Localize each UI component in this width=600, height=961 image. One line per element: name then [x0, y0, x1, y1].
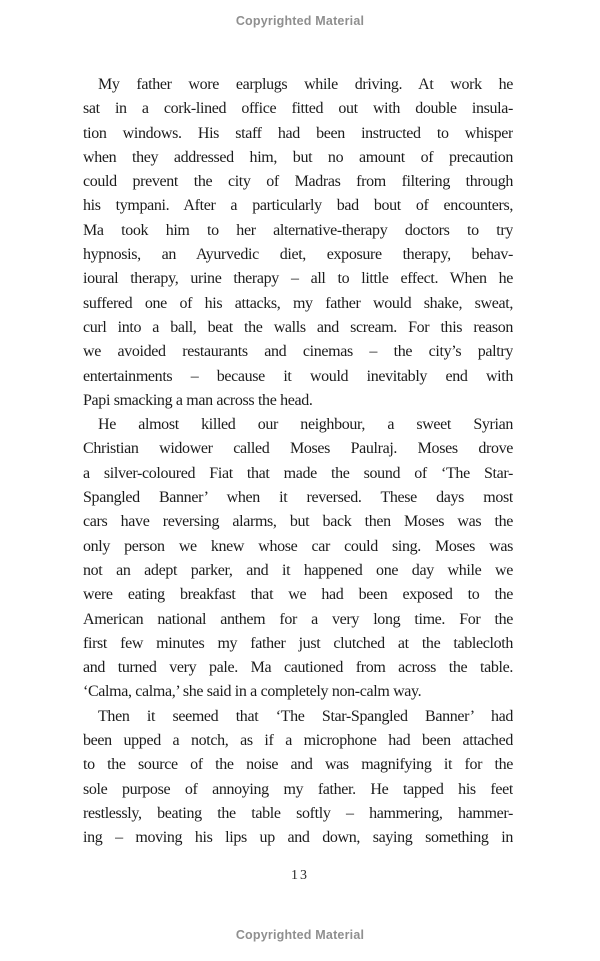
- text-line: only person we knew whose car could sing. Moses was: [83, 537, 513, 555]
- text-line: sat in a cork-lined office fitted out with double insula-: [83, 100, 513, 118]
- text-line: American national anthem for a very long time. For the: [83, 610, 513, 628]
- text-line: ‘Calma, calma,’ she said in a completely non-calm way.: [83, 683, 422, 701]
- text-line: his tympani. After a particularly bad bout of encounters,: [83, 197, 513, 215]
- text-line: My father wore earplugs while driving. At work he: [98, 76, 513, 93]
- text-line: were eating breakfast that we had been exposed to the: [83, 586, 513, 604]
- paragraph: [83, 413, 513, 705]
- copyright-notice-bottom: Copyrighted Material: [235, 928, 365, 942]
- text-line: first few minutes my father just clutched at the tablecloth: [83, 634, 513, 652]
- text-line: when they addressed him, but no amount of precaution: [83, 148, 513, 166]
- text-line: Spangled Banner’ when it reversed. These days most: [83, 489, 513, 507]
- text-line: tion windows. His staff had been instructed to whisper: [83, 124, 513, 142]
- text-line: Christian widower called Moses Paulraj. Moses drove: [83, 440, 513, 458]
- text-line: restlessly, beating the table softly – hammering, hammer-: [83, 804, 513, 822]
- text-line: to the source of the noise and was magnifying it for the: [83, 756, 513, 774]
- text-line: ioural therapy, urine therapy – all to little effect. When he: [83, 270, 513, 288]
- text-line: Papi smacking a man across the head.: [83, 391, 313, 409]
- text-line: a silver-coloured Fiat that made the sound of ‘The Star-: [83, 464, 513, 482]
- paragraph: [83, 705, 513, 851]
- text-line: Then it seemed that ‘The Star-Spangled Banner’ had: [98, 707, 513, 725]
- text-line: not an adept parker, and it happened one day while we: [83, 561, 513, 579]
- copyright-notice-top: Copyrighted Material: [235, 14, 365, 28]
- page-number: 13: [291, 868, 309, 883]
- text-line: hypnosis, an Ayurvedic diet, exposure therapy, behav-: [83, 246, 513, 264]
- text-line: He almost killed our neighbour, a sweet Syrian: [98, 416, 513, 434]
- text-line: Ma took him to her alternative-therapy doctors to try: [83, 221, 513, 239]
- text-line: curl into a ball, beat the walls and scream. For this reason: [83, 318, 513, 336]
- text-line: sole purpose of annoying my father. He tapped his feet: [83, 780, 513, 798]
- text-line: cars have reversing alarms, but back then Moses was the: [83, 513, 513, 531]
- text-block: [83, 73, 513, 851]
- text-line: we avoided restaurants and cinemas – the city’s paltry: [83, 343, 513, 361]
- text-line: could prevent the city of Madras from filtering through: [83, 173, 513, 191]
- text-line: suffered one of his attacks, my father would shake, sweat,: [83, 294, 513, 312]
- text-line: ing – moving his lips up and down, saying something in: [83, 829, 513, 847]
- text-line: entertainments – because it would inevitably end with: [83, 367, 513, 385]
- paragraph: [83, 73, 513, 413]
- text-line: and turned very pale. Ma cautioned from across the table.: [83, 659, 513, 677]
- text-line: been upped a notch, as if a microphone had been attached: [83, 732, 513, 750]
